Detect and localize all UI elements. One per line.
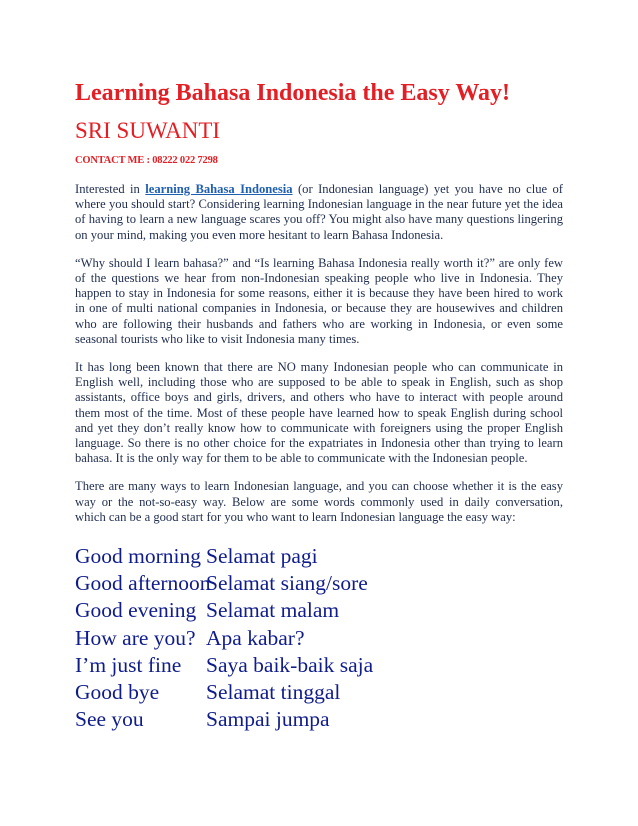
vocabulary-english: How are you? [75, 625, 196, 650]
vocabulary-indonesian: Saya baik-baik saja [206, 652, 374, 677]
vocabulary-indonesian: Apa kabar? [206, 625, 305, 650]
paragraph-intro-lead: Interested in [75, 182, 146, 196]
paragraph-intro-rest: (or Indonesian language) yet you have no clue of where you should start? Considering learning Indonesian language in the near future yet the idea of having to learn a new language scares you off? You might also have many questions lingering on your mind, making you even more hesitant to learn Bahasa Indonesia. [75, 182, 563, 242]
vocabulary-row [75, 625, 563, 652]
vocabulary-row [75, 706, 563, 733]
vocabulary-indonesian: Selamat malam [206, 598, 340, 623]
vocabulary-english: Good morning [75, 544, 202, 569]
vocabulary-indonesian: Selamat tinggal [206, 680, 341, 705]
vocabulary-row [75, 570, 563, 597]
vocabulary-indonesian: Sampai jumpa [206, 707, 330, 732]
vocabulary-indonesian: Selamat siang/sore [206, 571, 368, 596]
paragraph-intro [75, 182, 563, 243]
document-title: Learning Bahasa Indonesia the Easy Way! [75, 80, 510, 106]
contact-line: CONTACT ME : 08222 022 7298 [75, 155, 218, 166]
vocabulary-list [75, 543, 563, 733]
vocabulary-english: Good evening [75, 598, 197, 623]
vocabulary-row [75, 679, 563, 706]
paragraph-questions: “Why should I learn bahasa?” and “Is learning Bahasa Indonesia really worth it?” are only few of the questions we hear from non-Indonesian speaking people who live in Indonesia. They happen to stay in Indonesia for some reasons, either it is because they have been hired to work in one of multi national companies in Indonesia, or because they are housewives and children who are following their husbands and fathers who are working in Indonesia, or even some seasonal tourists who like to visit Indonesia many times. [75, 255, 563, 346]
vocabulary-english: Good afternoon [75, 571, 211, 596]
vocabulary-row [75, 597, 563, 624]
paragraph-english-skills: It has long been known that there are NO many Indonesian people who can communicate in English well, including those who are supposed to be able to speak in English, such as shop assistants, office boys and girls, drivers, and others who have to interact with people around them most of the time. Most of these people have learned how to speak English during school and yet they don’t really know how to communicate with foreigners using the proper English language. So there is no other choice for the expatriates in Indonesia other than trying to learn bahasa. It is the only way for them to be able to communicate with the Indonesian people. [75, 360, 563, 466]
vocabulary-indonesian: Selamat pagi [206, 544, 318, 569]
author-name: SRI SUWANTI [75, 118, 221, 143]
vocabulary-english: I’m just fine [75, 652, 182, 677]
learning-bahasa-link[interactable]: learning Bahasa Indonesia [145, 182, 293, 196]
vocabulary-row [75, 652, 563, 679]
paragraph-ways-to-learn: There are many ways to learn Indonesian language, and you can choose whether it is the easy way or the not-so-easy way. Below are some words commonly used in daily conversation, which can be a good start for you who want to learn Indonesian language the easy way: [75, 479, 563, 524]
vocabulary-english: Good bye [75, 680, 160, 705]
vocabulary-english: See you [75, 707, 144, 732]
document-page [75, 78, 563, 733]
vocabulary-row [75, 543, 563, 570]
